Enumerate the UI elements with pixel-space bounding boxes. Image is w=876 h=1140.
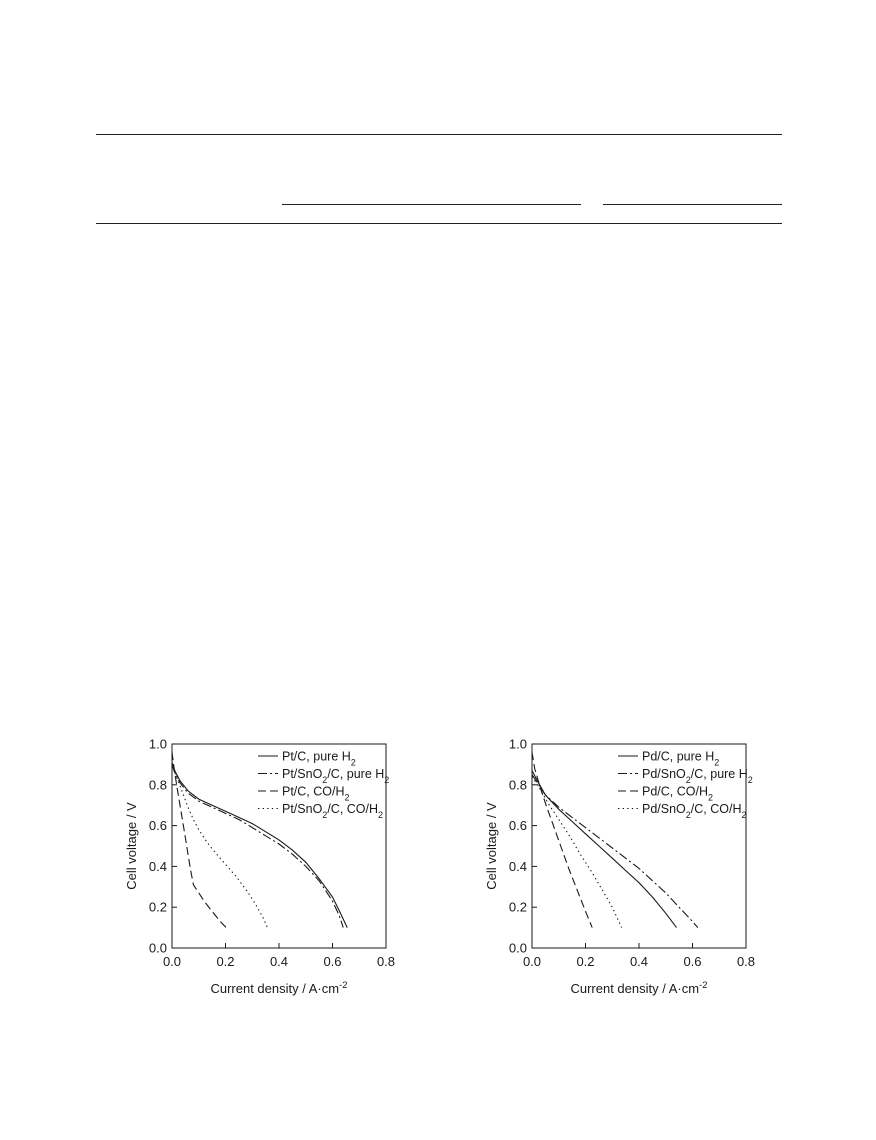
x-tick-label: 0.2 <box>576 954 595 969</box>
x-tick-label: 0.6 <box>323 954 342 969</box>
y-axis-title: Cell voltage / V <box>484 802 499 890</box>
x-axis-title: Current density / $A\cdot cm^{-2}$ <box>210 979 348 996</box>
table-top-rule <box>96 134 782 135</box>
legend-label-3: Pd/C, $CO/H_2$ <box>642 784 714 803</box>
table-header-bottom-rule <box>96 223 782 224</box>
x-tick-label: 0.6 <box>683 954 702 969</box>
y-tick-label: 0.2 <box>508 899 527 915</box>
y-axis-title: Cell voltage / V <box>124 802 139 890</box>
legend-label-2: Pd/SnO$_2$/C, pure $H_2$ <box>642 767 753 785</box>
x-tick-label: 0.4 <box>629 954 649 969</box>
legend-label-2: Pt/SnO$_2$/C, pure $H_2$ <box>282 767 390 785</box>
y-tick-label: 0.0 <box>508 940 527 956</box>
y-tick-label: 0.0 <box>148 940 167 956</box>
table-group-rule-left <box>282 204 581 205</box>
y-tick-label: 0.4 <box>148 858 167 874</box>
series-line-4 <box>532 777 622 928</box>
series-line-3 <box>532 752 592 927</box>
x-tick-label: 0.8 <box>376 954 396 969</box>
x-tick-label: 0.0 <box>162 954 182 969</box>
table-group-rule-right <box>603 204 782 205</box>
pd-polarization-chart <box>470 730 770 1010</box>
y-tick-label: 0.6 <box>508 818 527 834</box>
y-tick-label: 0.6 <box>148 818 167 834</box>
x-axis-title: Current density / $A\cdot cm^{-2}$ <box>570 979 708 996</box>
y-tick-label: 0.4 <box>508 858 527 874</box>
x-tick-label: 0.2 <box>216 954 235 969</box>
y-tick-label: 0.8 <box>508 777 527 793</box>
x-tick-label: 0.4 <box>269 954 289 969</box>
x-tick-label: 0.0 <box>522 954 542 969</box>
y-tick-label: 1.0 <box>148 736 167 752</box>
legend-label-4: Pd/SnO$_2$/C, $CO/H_2$ <box>642 802 747 820</box>
legend-label-3: Pt/C, $CO/H_2$ <box>282 784 350 803</box>
y-tick-label: 0.2 <box>148 899 167 915</box>
series-line-3 <box>172 752 228 929</box>
legend-label-1: Pt/C, pure $H_2$ <box>282 749 356 768</box>
x-tick-label: 0.8 <box>736 954 756 969</box>
y-tick-label: 0.8 <box>148 777 167 793</box>
legend-label-1: Pd/C, pure $H_2$ <box>642 749 720 768</box>
pt-polarization-chart <box>110 730 410 1010</box>
legend-label-4: Pt/SnO$_2$/C, $CO/H_2$ <box>282 802 384 820</box>
y-tick-label: 1.0 <box>508 736 527 752</box>
